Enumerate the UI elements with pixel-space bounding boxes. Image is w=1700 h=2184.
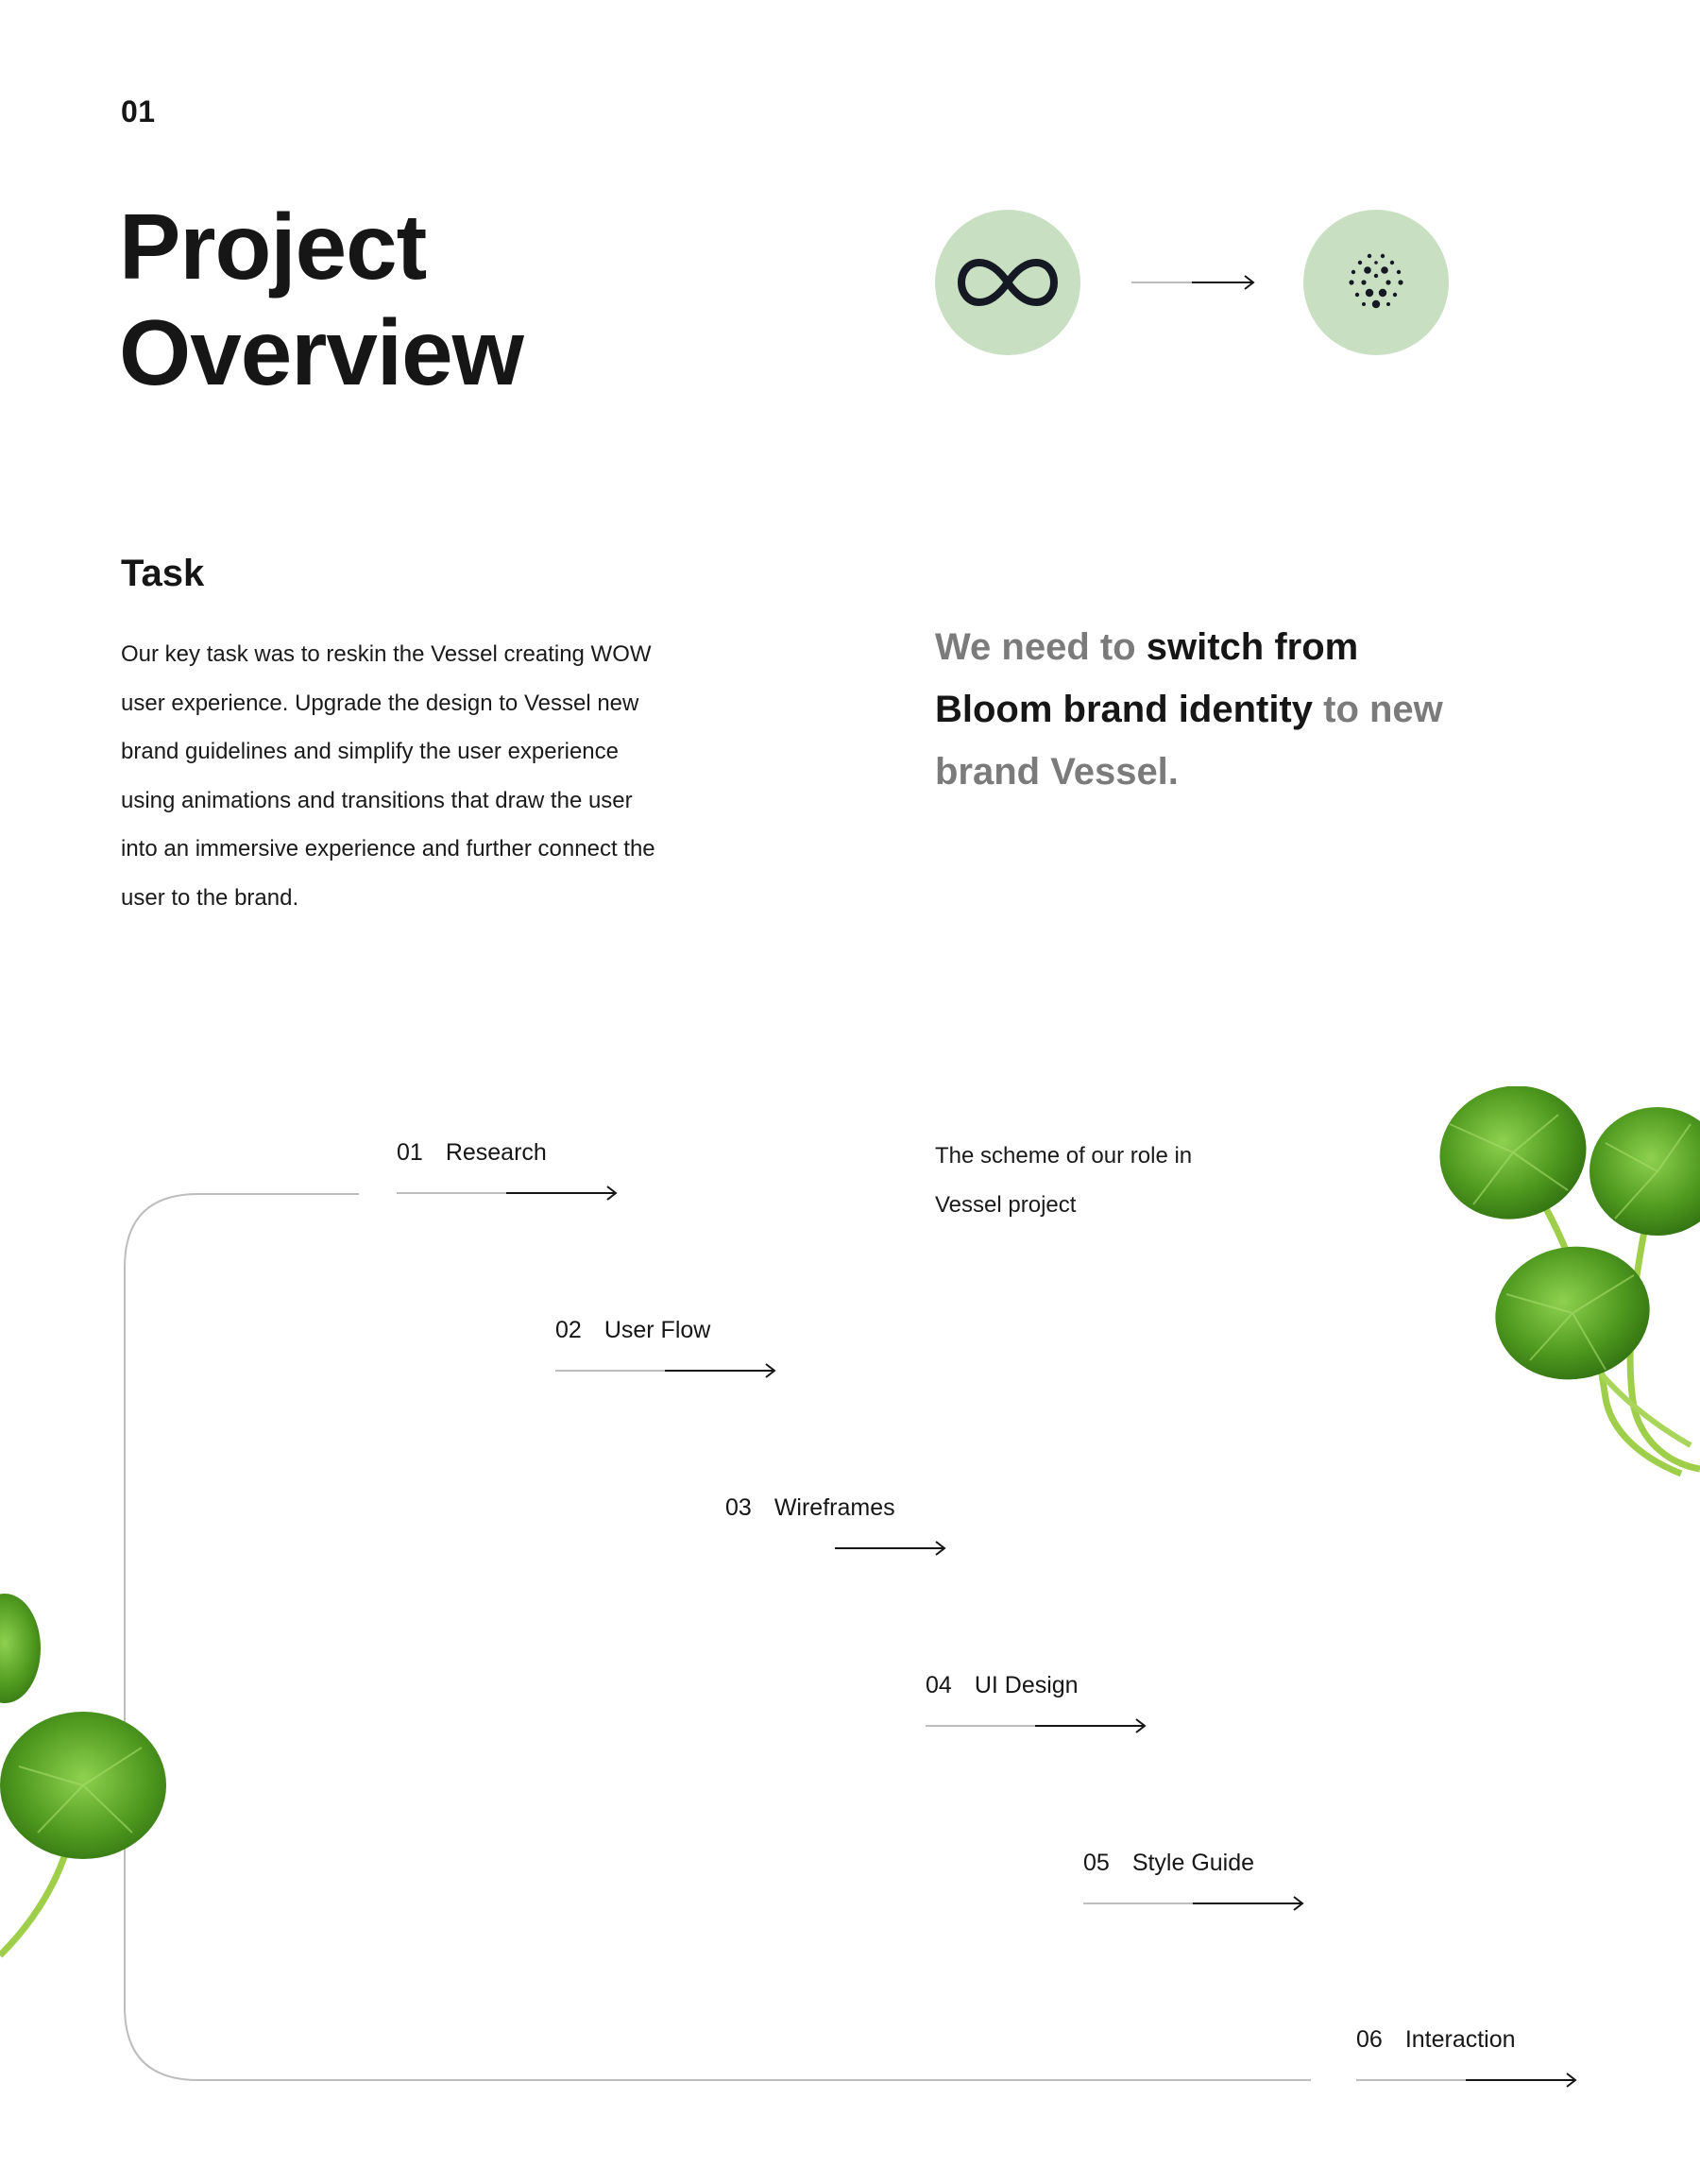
step-arrow-wireframes <box>835 1542 944 1555</box>
pennywort-leaves-right <box>1417 1086 1700 1483</box>
page-title-line-2: Overview <box>119 300 523 404</box>
task-description: Our key task was to reskin the Vessel creating WOW user experience. Upgrade the design to Vessel new brand guidelines and simplify the user experience using animations and transitions that draw the user into an immersive experience and further connect the user to the brand. <box>121 641 655 911</box>
step-label: Research <box>445 1139 547 1166</box>
step-arrow-interaction <box>1356 2073 1575 2087</box>
step-ui-design <box>926 1672 1079 1699</box>
step-label: Wireframes <box>774 1494 895 1521</box>
step-label: Interaction <box>1404 2026 1516 2053</box>
step-arrow-research <box>397 1186 616 1200</box>
step-interaction <box>1356 2026 1516 2054</box>
section-number: 01 <box>121 94 156 128</box>
task-heading: Task <box>121 553 205 594</box>
step-style-guide <box>1083 1850 1254 1877</box>
step-number: 02 <box>555 1317 582 1343</box>
flow-connector-line <box>125 1194 1311 2080</box>
statement-part-3: to new brand Vessel. <box>935 689 1443 793</box>
step-label: Style Guide <box>1131 1850 1255 1876</box>
step-arrow-style-guide <box>1083 1897 1302 1910</box>
step-arrow-user-flow <box>555 1364 774 1377</box>
page-title-line-1: Project <box>119 195 427 299</box>
step-number: 01 <box>397 1139 423 1166</box>
scheme-caption: The scheme of our role in Vessel project <box>935 1143 1193 1218</box>
step-number: 03 <box>725 1494 752 1521</box>
step-number: 06 <box>1356 2026 1383 2053</box>
step-wireframes <box>725 1494 895 1522</box>
step-number: 04 <box>926 1672 952 1698</box>
step-number: 05 <box>1083 1850 1110 1876</box>
step-label: UI Design <box>974 1672 1079 1698</box>
step-user-flow <box>555 1317 710 1344</box>
pennywort-leaves-left <box>0 1587 179 1965</box>
statement-part-2: switch from Bloom brand identity <box>935 626 1359 730</box>
step-label: User Flow <box>604 1317 711 1343</box>
statement-part-1: We need to <box>935 626 1136 668</box>
step-research <box>397 1139 547 1167</box>
step-arrow-ui-design <box>926 1719 1145 1732</box>
